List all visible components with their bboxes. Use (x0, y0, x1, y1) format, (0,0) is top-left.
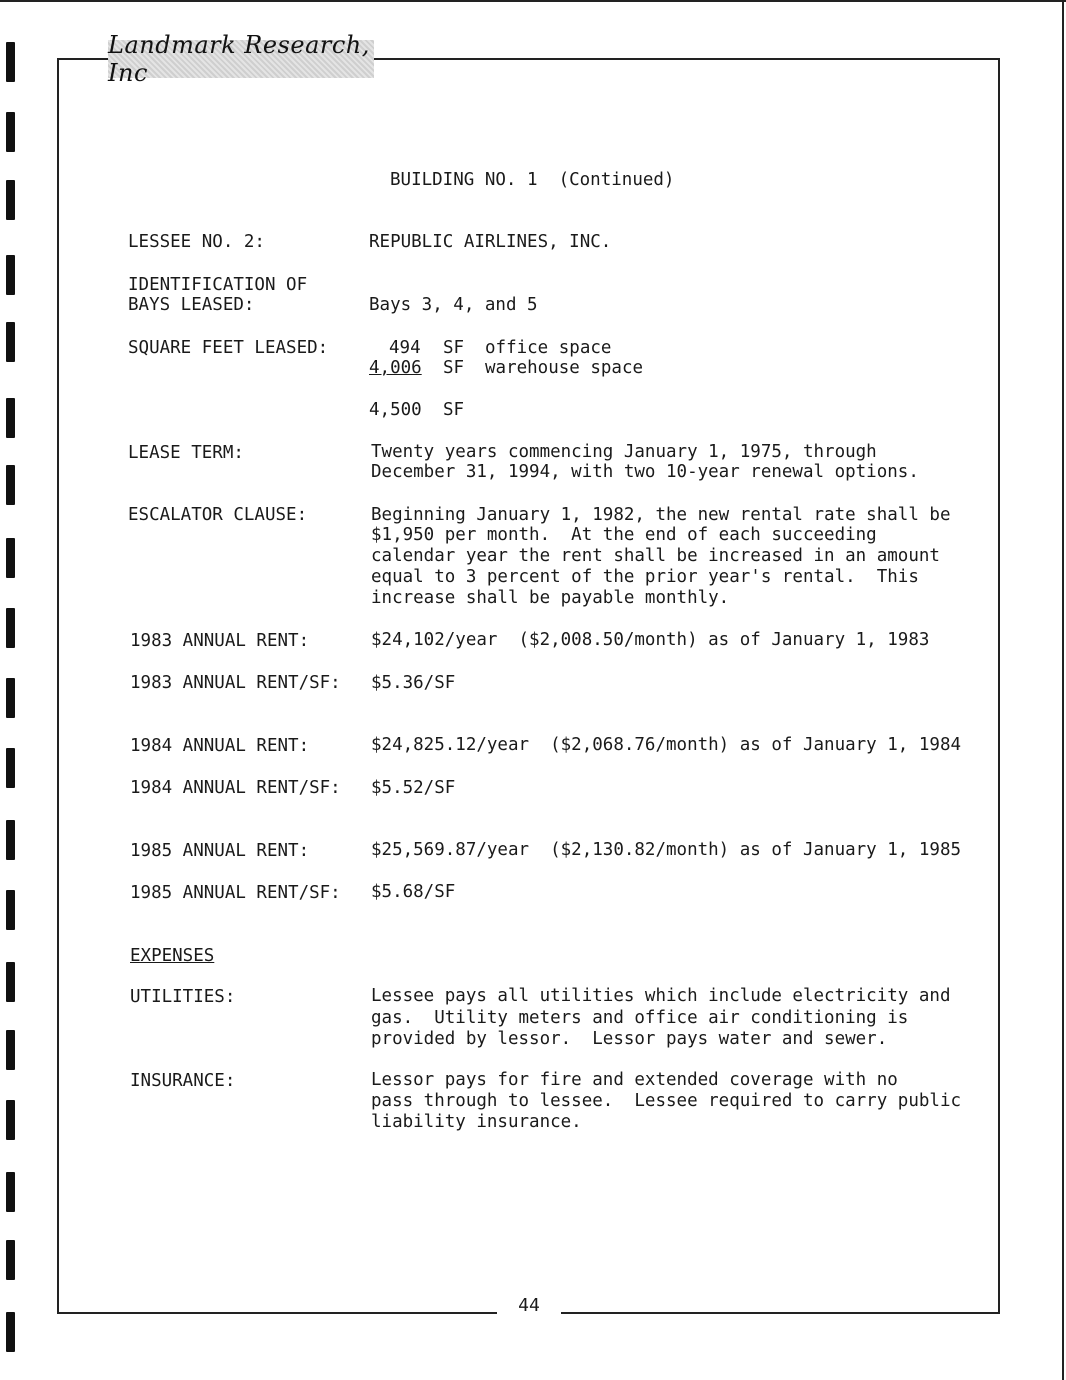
rent-1983-label: 1983 ANNUAL RENT: (130, 631, 310, 651)
binder-hole-mark (6, 890, 15, 930)
rent-1984-label: 1984 ANNUAL RENT: (130, 736, 310, 756)
binder-hole-mark (6, 112, 15, 152)
binder-hole-mark (6, 678, 15, 718)
utilities-label: UTILITIES: (130, 987, 236, 1007)
lessee-value: REPUBLIC AIRLINES, INC. (369, 232, 612, 252)
escalator-line: calendar year the rent shall be increased in an amount (371, 546, 940, 566)
expenses-heading: EXPENSES (130, 946, 215, 966)
binder-hole-mark (6, 465, 15, 505)
rent-sf-1985-value: $5.68/SF (371, 882, 456, 902)
binder-hole-mark (6, 608, 15, 648)
rent-sf-1984-value: $5.52/SF (371, 778, 456, 798)
insurance-line: Lessor pays for fire and extended coverage with no (371, 1070, 898, 1090)
warehouse-amount: 4,006 (369, 358, 422, 378)
page-top-edge (0, 0, 1066, 2)
binder-hole-mark (6, 820, 15, 860)
rent-1983-value: $24,102/year ($2,008.50/month) as of January 1, 1983 (371, 630, 930, 650)
lease-term-label: LEASE TERM: (128, 443, 244, 463)
rent-sf-1983-label: 1983 ANNUAL RENT/SF: (130, 673, 341, 693)
binder-hole-mark (6, 180, 15, 220)
total-unit: SF (443, 400, 465, 420)
insurance-label: INSURANCE: (130, 1071, 236, 1091)
warehouse-unit: SF (443, 358, 465, 378)
insurance-line: pass through to lessee. Lessee required to carry public (371, 1091, 962, 1111)
office-unit: SF (443, 338, 465, 358)
logo-text: Landmark Research, Inc (108, 31, 370, 87)
utilities-line: provided by lessor. Lessor pays water and sewer. (371, 1029, 888, 1049)
bays-value: Bays 3, 4, and 5 (369, 295, 538, 315)
bays-label-line2: BAYS LEASED: (128, 295, 255, 315)
utilities-line: Lessee pays all utilities which include electricity and (371, 986, 951, 1006)
binder-hole-mark (6, 1172, 15, 1212)
binder-hole-mark (6, 962, 15, 1002)
page-right-edge (1062, 0, 1064, 1380)
binder-hole-mark (6, 322, 15, 362)
binder-hole-mark (6, 255, 15, 295)
escalator-line: equal to 3 percent of the prior year's rental. This (371, 567, 919, 587)
escalator-line: Beginning January 1, 1982, the new rental rate shall be (371, 505, 951, 525)
warehouse-description: warehouse space (485, 358, 644, 378)
office-description: office space (485, 338, 612, 358)
lease-term-line: Twenty years commencing January 1, 1975, through (371, 442, 877, 462)
square-feet-label: SQUARE FEET LEASED: (128, 338, 329, 358)
escalator-line: $1,950 per month. At the end of each succeeding (371, 525, 877, 545)
binder-hole-mark (6, 42, 15, 82)
office-amount: 494 (389, 338, 421, 358)
utilities-line: gas. Utility meters and office air conditioning is (371, 1008, 909, 1028)
rent-1985-label: 1985 ANNUAL RENT: (130, 841, 310, 861)
binder-hole-mark (6, 748, 15, 788)
company-logo (108, 31, 374, 87)
escalator-label: ESCALATOR CLAUSE: (128, 505, 308, 525)
page-number: 44 (497, 1291, 561, 1321)
page-title: BUILDING NO. 1 (Continued) (390, 170, 675, 190)
binder-hole-mark (6, 1030, 15, 1070)
rent-1984-value: $24,825.12/year ($2,068.76/month) as of January 1, 1984 (371, 735, 962, 755)
binder-hole-mark (6, 1100, 15, 1140)
rent-sf-1984-label: 1984 ANNUAL RENT/SF: (130, 778, 341, 798)
escalator-line: increase shall be payable monthly. (371, 588, 730, 608)
rent-sf-1985-label: 1985 ANNUAL RENT/SF: (130, 883, 341, 903)
insurance-line: liability insurance. (371, 1112, 582, 1132)
binder-hole-mark (6, 1312, 15, 1352)
total-amount: 4,500 (369, 400, 422, 420)
rent-1985-value: $25,569.87/year ($2,130.82/month) as of January 1, 1985 (371, 840, 962, 860)
lessee-label: LESSEE NO. 2: (128, 232, 265, 252)
rent-sf-1983-value: $5.36/SF (371, 673, 456, 693)
binder-hole-mark (6, 538, 15, 578)
binder-hole-mark (6, 1240, 15, 1280)
lease-term-line: December 31, 1994, with two 10-year renewal options. (371, 462, 919, 482)
bays-label-line1: IDENTIFICATION OF (128, 275, 308, 295)
binder-hole-mark (6, 398, 15, 438)
